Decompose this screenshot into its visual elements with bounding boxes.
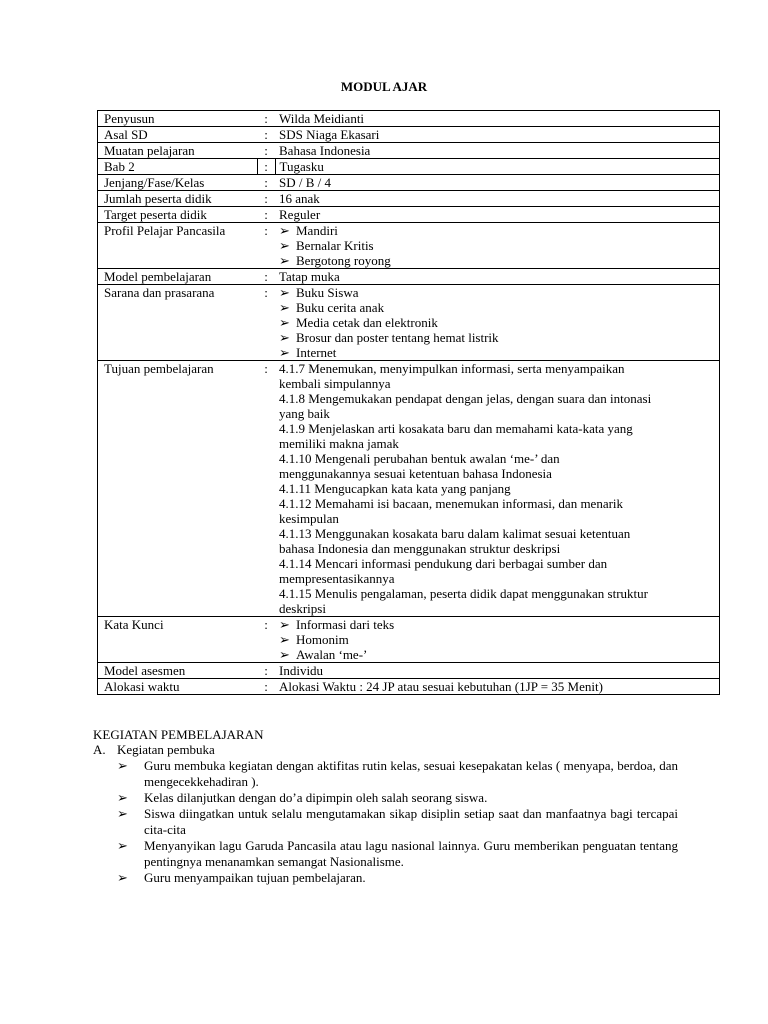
info-row	[98, 679, 720, 695]
info-label: Model pembelajaran	[98, 269, 258, 285]
arrow-bullet-icon: ➢	[117, 838, 128, 853]
info-list-text: Brosur dan poster tentang hemat listrik	[296, 330, 499, 345]
objective-line: 4.1.14 Mencari informasi pendukung dari berbagai sumber dan	[279, 556, 608, 571]
subsection-marker: A.	[93, 742, 106, 757]
objective-line: kembali simpulannya	[279, 376, 391, 391]
info-list-item	[279, 345, 713, 360]
objective-line: memiliki makna jamak	[279, 436, 399, 451]
info-list-text: Informasi dari teks	[296, 617, 395, 632]
info-value: 16 anak	[275, 191, 720, 207]
info-label: Asal SD	[98, 127, 258, 143]
activity-item	[117, 838, 678, 870]
activity-text: Menyanyikan lagu Garuda Pancasila atau lagu nasional lainnya. Guru memberikan penguatan tentang pentingnya menanamkan semangat Nasionalisme.	[144, 838, 678, 869]
info-label: Profil Pelajar Pancasila	[98, 223, 258, 269]
info-value: SD / B / 4	[275, 175, 720, 191]
info-separator: :	[257, 223, 275, 269]
info-separator: :	[257, 679, 275, 695]
objective-line: 4.1.15 Menulis pengalaman, peserta didik dapat menggunakan struktur	[279, 586, 648, 601]
info-value: Bahasa Indonesia	[275, 143, 720, 159]
activity-item	[117, 758, 678, 790]
info-table	[97, 110, 720, 695]
arrow-bullet-icon: ➢	[279, 345, 290, 360]
activity-item	[117, 806, 678, 838]
activity-text: Siswa diingatkan untuk selalu mengutamakan sikap disiplin setiap saat dan manfaatnya bagi tercapai cita-cita	[144, 806, 678, 837]
info-value: Reguler	[275, 207, 720, 223]
arrow-bullet-icon: ➢	[117, 806, 128, 821]
info-separator: :	[257, 127, 275, 143]
info-list-text: Homonim	[296, 632, 349, 647]
info-list-item	[279, 253, 713, 268]
objective-line: kesimpulan	[279, 511, 339, 526]
info-list-item	[279, 285, 713, 300]
info-separator: :	[257, 663, 275, 679]
info-list-item	[279, 223, 713, 238]
info-list-text: Mandiri	[296, 223, 338, 238]
info-list-item	[279, 238, 713, 253]
info-separator: :	[257, 207, 275, 223]
arrow-bullet-icon: ➢	[279, 632, 290, 647]
info-row	[98, 175, 720, 191]
info-label: Kata Kunci	[98, 617, 258, 663]
arrow-bullet-icon: ➢	[279, 647, 290, 662]
info-value	[275, 617, 720, 663]
objective-line: 4.1.8 Mengemukakan pendapat dengan jelas, dengan suara dan intonasi	[279, 391, 652, 406]
info-separator: :	[257, 111, 275, 127]
info-list-text: Internet	[296, 345, 337, 360]
subsection-title: Kegiatan pembuka	[117, 742, 215, 757]
arrow-bullet-icon: ➢	[279, 238, 290, 253]
info-list-text: Buku Siswa	[296, 285, 359, 300]
activity-text: Guru menyampaikan tujuan pembelajaran.	[144, 870, 366, 885]
arrow-bullet-icon: ➢	[279, 253, 290, 268]
objective-line: yang baik	[279, 406, 330, 421]
info-value: Tatap muka	[275, 269, 720, 285]
info-row	[98, 127, 720, 143]
arrow-bullet-icon: ➢	[117, 758, 128, 773]
info-separator: :	[257, 175, 275, 191]
activity-text: Guru membuka kegiatan dengan aktifitas rutin kelas, sesuai kesepakatan kelas ( menyapa, berdoa, dan mengecekkehadiran ).	[144, 758, 678, 789]
info-list-item	[279, 632, 713, 647]
info-list-item	[279, 315, 713, 330]
info-separator: :	[257, 361, 275, 617]
info-label: Penyusun	[98, 111, 258, 127]
arrow-bullet-icon: ➢	[279, 315, 290, 330]
info-row	[98, 159, 720, 175]
arrow-bullet-icon: ➢	[279, 330, 290, 345]
section-heading: KEGIATAN PEMBELAJARAN	[93, 727, 264, 742]
objective-line: 4.1.9 Menjelaskan arti kosakata baru dan memahami kata-kata yang	[279, 421, 633, 436]
info-separator: :	[257, 159, 275, 175]
info-value: Individu	[275, 663, 720, 679]
info-list-item	[279, 647, 713, 662]
objective-line: bahasa Indonesia dan menggunakan struktur deskripsi	[279, 541, 561, 556]
info-row	[98, 361, 720, 617]
info-list-text: Bernalar Kritis	[296, 238, 374, 253]
info-row	[98, 285, 720, 361]
info-list-text: Bergotong royong	[296, 253, 391, 268]
document-title: MODUL AJAR	[340, 79, 428, 94]
info-row	[98, 191, 720, 207]
info-separator: :	[257, 617, 275, 663]
objective-line: 4.1.11 Mengucapkan kata kata yang panjang	[279, 481, 511, 496]
info-value	[275, 223, 720, 269]
info-list-item	[279, 300, 713, 315]
objective-line: deskripsi	[279, 601, 326, 616]
info-row	[98, 269, 720, 285]
activity-item	[117, 870, 678, 886]
objective-line: 4.1.10 Mengenali perubahan bentuk awalan ‘me-’ dan	[279, 451, 560, 466]
info-label: Jumlah peserta didik	[98, 191, 258, 207]
objective-line: 4.1.13 Menggunakan kosakata baru dalam kalimat sesuai ketentuan	[279, 526, 631, 541]
info-value: Tugasku	[275, 159, 720, 175]
info-separator: :	[257, 285, 275, 361]
info-label: Tujuan pembelajaran	[98, 361, 258, 617]
arrow-bullet-icon: ➢	[117, 790, 128, 805]
info-value	[275, 285, 720, 361]
arrow-bullet-icon: ➢	[117, 870, 128, 885]
info-label: Sarana dan prasarana	[98, 285, 258, 361]
info-list-text: Awalan ‘me-’	[296, 647, 368, 662]
activity-text: Kelas dilanjutkan dengan do’a dipimpin oleh salah seorang siswa.	[144, 790, 488, 805]
objective-line: menggunakannya sesuai ketentuan bahasa Indonesia	[279, 466, 552, 481]
info-row	[98, 617, 720, 663]
info-row	[98, 223, 720, 269]
activity-item	[117, 790, 678, 806]
info-label: Jenjang/Fase/Kelas	[98, 175, 258, 191]
info-row	[98, 663, 720, 679]
info-list-item	[279, 617, 713, 632]
info-label: Muatan pelajaran	[98, 143, 258, 159]
arrow-bullet-icon: ➢	[279, 617, 290, 632]
objective-line: 4.1.7 Menemukan, menyimpulkan informasi, serta menyampaikan	[279, 361, 625, 376]
info-label: Target peserta didik	[98, 207, 258, 223]
objective-line: mempresentasikannya	[279, 571, 395, 586]
info-row	[98, 207, 720, 223]
info-row	[98, 143, 720, 159]
info-value	[275, 361, 720, 617]
info-value: SDS Niaga Ekasari	[275, 127, 720, 143]
info-list-text: Buku cerita anak	[296, 300, 385, 315]
subsection-heading	[93, 742, 693, 758]
info-list-item	[279, 330, 713, 345]
info-row	[98, 111, 720, 127]
info-separator: :	[257, 269, 275, 285]
arrow-bullet-icon: ➢	[279, 223, 290, 238]
info-label: Alokasi waktu	[98, 679, 258, 695]
info-separator: :	[257, 191, 275, 207]
info-separator: :	[257, 143, 275, 159]
arrow-bullet-icon: ➢	[279, 285, 290, 300]
arrow-bullet-icon: ➢	[279, 300, 290, 315]
info-label: Model asesmen	[98, 663, 258, 679]
info-value: Alokasi Waktu : 24 JP atau sesuai kebutuhan (1JP = 35 Menit)	[275, 679, 720, 695]
activity-list	[117, 758, 678, 886]
info-label: Bab 2	[98, 159, 258, 175]
info-value: Wilda Meidianti	[275, 111, 720, 127]
objective-line: 4.1.12 Memahami isi bacaan, menemukan informasi, dan menarik	[279, 496, 624, 511]
info-list-text: Media cetak dan elektronik	[296, 315, 438, 330]
